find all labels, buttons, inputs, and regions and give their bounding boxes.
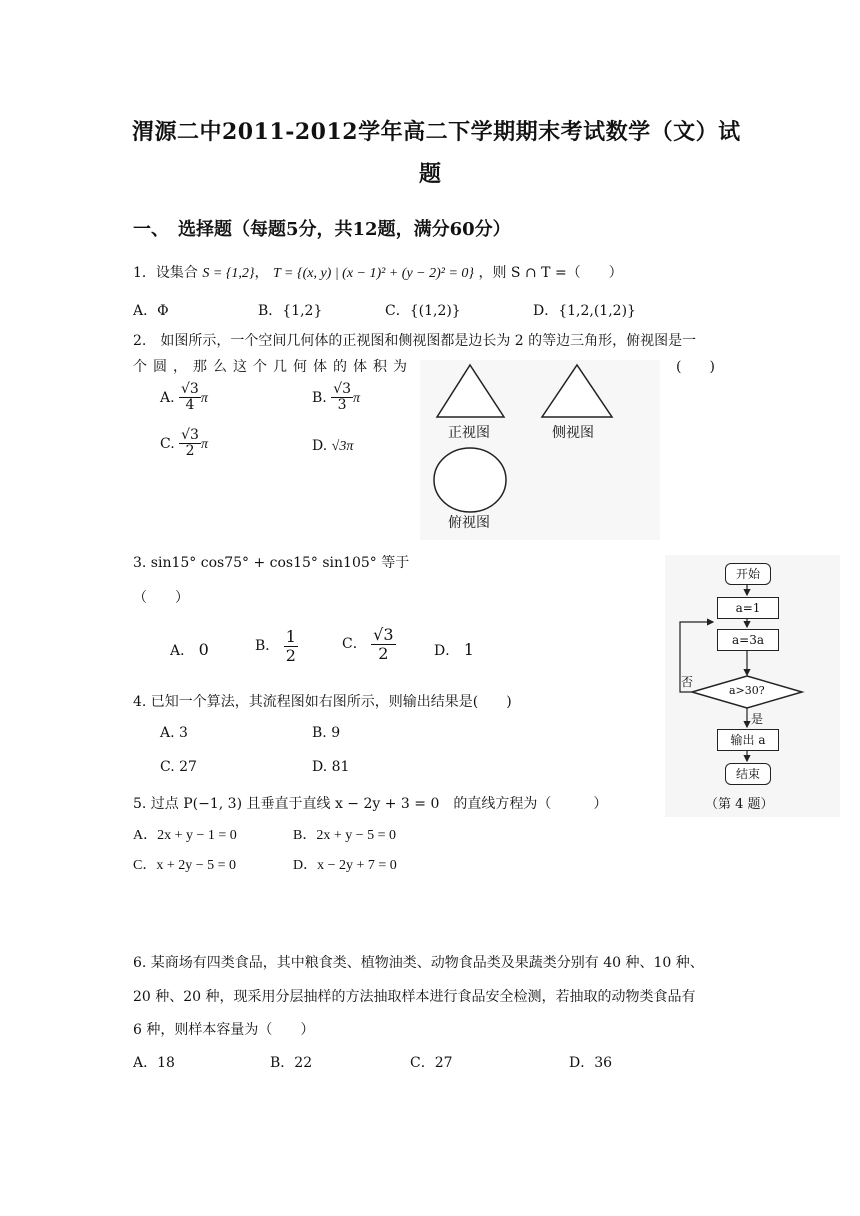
flow-start: 开始 <box>725 563 771 585</box>
q3-option-d-letter: D． <box>434 643 460 659</box>
q2-option-c-letter: C. <box>160 435 175 452</box>
q2-three-view-figure <box>420 360 660 540</box>
q5-option-c: C．x + 2y − 5 = 0 <box>133 858 237 873</box>
q3-option-b-num: 1 <box>285 627 296 646</box>
side-view-label: 侧视图 <box>552 425 594 441</box>
q2-option-a-pi: π <box>200 390 208 406</box>
q6-option-a: A．18 <box>133 1055 175 1071</box>
q3-option-a-value: 0 <box>198 640 209 659</box>
question-3: 3. sin15° cos75° + cos15° sin105° 等于 <box>133 555 410 571</box>
flow-init: a=1 <box>717 597 779 619</box>
q1-suffix: ，则 S ∩ T =（ ） <box>478 265 623 281</box>
q3-option-c-fraction <box>371 626 395 662</box>
front-view-label: 正视图 <box>448 425 490 441</box>
q2-option-a-den: 4 <box>185 397 195 414</box>
section-heading: 一、 选择题（每题5分，共12题，满分60分） <box>133 219 511 240</box>
q2-option-a-fraction <box>179 382 201 414</box>
page-title: 渭源二中2011-2012学年高二下学期期末考试数学（文）试 <box>132 119 741 145</box>
q1-set-t: T = {(x, y) | (x − 1)² + (y − 2)² = 0} <box>272 266 475 281</box>
q3-answer-paren: （ ） <box>133 590 189 606</box>
q2-option-b-fraction <box>331 382 353 414</box>
question-2-line1: 2. 如图所示，一个空间几何体的正视图和侧视图都是边长为 2 的等边三角形，俯视图是一 <box>133 333 697 349</box>
q3-option-d <box>434 640 474 660</box>
question-6-line3: 6 种，则样本容量为（ ） <box>133 1022 315 1038</box>
q3-option-c-num: √3 <box>373 625 394 644</box>
q2-option-d-letter: D. <box>312 438 328 454</box>
q3-option-d-value: 1 <box>463 640 474 659</box>
q2-option-a-letter: A. <box>160 389 175 406</box>
q1-option-c: C．{(1,2)} <box>385 303 461 319</box>
q1-prefix: 1．设集合 <box>133 265 198 281</box>
q2-option-b-pi: π <box>353 390 361 406</box>
q2-option-a-num: √3 <box>181 381 199 397</box>
q4-option-b: B. 9 <box>312 725 341 741</box>
q3-option-b <box>255 628 298 664</box>
q6-option-c: C．27 <box>410 1055 453 1071</box>
top-view-label: 俯视图 <box>448 515 490 531</box>
question-6-line1: 6. 某商场有四类食品，其中粮食类、植物油类、动物食品类及果蔬类分别有 40 种、10 种、 <box>133 955 704 971</box>
q3-option-b-letter: B． <box>255 638 280 655</box>
q5-option-d: D．x − 2y + 7 = 0 <box>293 858 397 873</box>
q2-option-c-pi: π <box>200 436 208 452</box>
q2-option-c-num: √3 <box>181 427 199 443</box>
flow-output: 输出 a <box>717 729 779 751</box>
q1-option-b: B．{1,2} <box>258 303 323 319</box>
q2-option-d-value: √3π <box>331 439 354 454</box>
question-4: 4. 已知一个算法，其流程图如右图所示，则输出结果是( ) <box>133 694 512 710</box>
q3-option-c <box>342 626 396 662</box>
q5-option-a: A．2x + y − 1 = 0 <box>133 828 237 843</box>
question-1: 1．设集合 S = {1,2}， T = {(x, y) | (x − 1)² + (y − 2)² = 0} ，则 S ∩ T =（ ） <box>133 265 623 281</box>
question-6-line2: 20 种、20 种，现采用分层抽样的方法抽取样本进行食品安全检测，若抽取的动物类食品有 <box>133 989 696 1005</box>
q2-option-a <box>160 382 208 414</box>
q5-option-b: B．2x + y − 5 = 0 <box>293 828 397 843</box>
front-view-triangle <box>437 365 504 417</box>
flow-end: 结束 <box>725 763 771 785</box>
q2-option-b-letter: B. <box>312 389 327 406</box>
q2-option-c <box>160 428 208 460</box>
q2-answer-paren: ( ) <box>676 359 715 375</box>
q6-option-b: B．22 <box>270 1055 313 1071</box>
q2-option-c-fraction <box>179 428 201 460</box>
question-5: 5. 过点 P(−1, 3) 且垂直于直线 x − 2y + 3 = 0 的直线方程为（ ） <box>133 796 608 812</box>
q2-option-b-den: 3 <box>337 397 347 414</box>
q3-option-c-letter: C． <box>342 636 367 653</box>
flow-yes-label: 是 <box>751 712 764 726</box>
q1-option-a: A．Φ <box>133 303 169 319</box>
page-title-continued: 题 <box>419 161 442 187</box>
flow-condition-text: a>30? <box>729 684 765 697</box>
question-2-line2: 个圆，那么这个几何体的体积为 <box>133 359 413 375</box>
flow-update: a=3a <box>717 629 779 651</box>
q2-option-b-num: √3 <box>333 381 352 397</box>
top-view-circle <box>434 448 506 512</box>
q2-option-b <box>312 382 360 414</box>
q3-option-b-fraction <box>284 628 298 664</box>
flow-no-label: 否 <box>681 675 694 689</box>
q4-option-c: C. 27 <box>160 759 197 775</box>
q6-option-d: D．36 <box>569 1055 613 1071</box>
q4-option-d: D. 81 <box>312 759 350 775</box>
q4-flowchart <box>665 555 840 817</box>
flow-caption: （第 4 题） <box>705 797 774 812</box>
q3-option-c-den: 2 <box>378 643 389 663</box>
q1-set-s: S = {1,2} <box>202 266 255 281</box>
q2-option-d <box>312 438 353 455</box>
q2-option-c-den: 2 <box>185 443 195 460</box>
q3-option-a-letter: A． <box>170 643 195 659</box>
q3-option-b-den: 2 <box>285 645 296 665</box>
side-view-triangle <box>542 365 612 417</box>
q3-option-a <box>170 640 209 660</box>
q1-option-d: D．{1,2,(1,2)} <box>533 303 636 319</box>
q4-option-a: A. 3 <box>160 725 188 741</box>
